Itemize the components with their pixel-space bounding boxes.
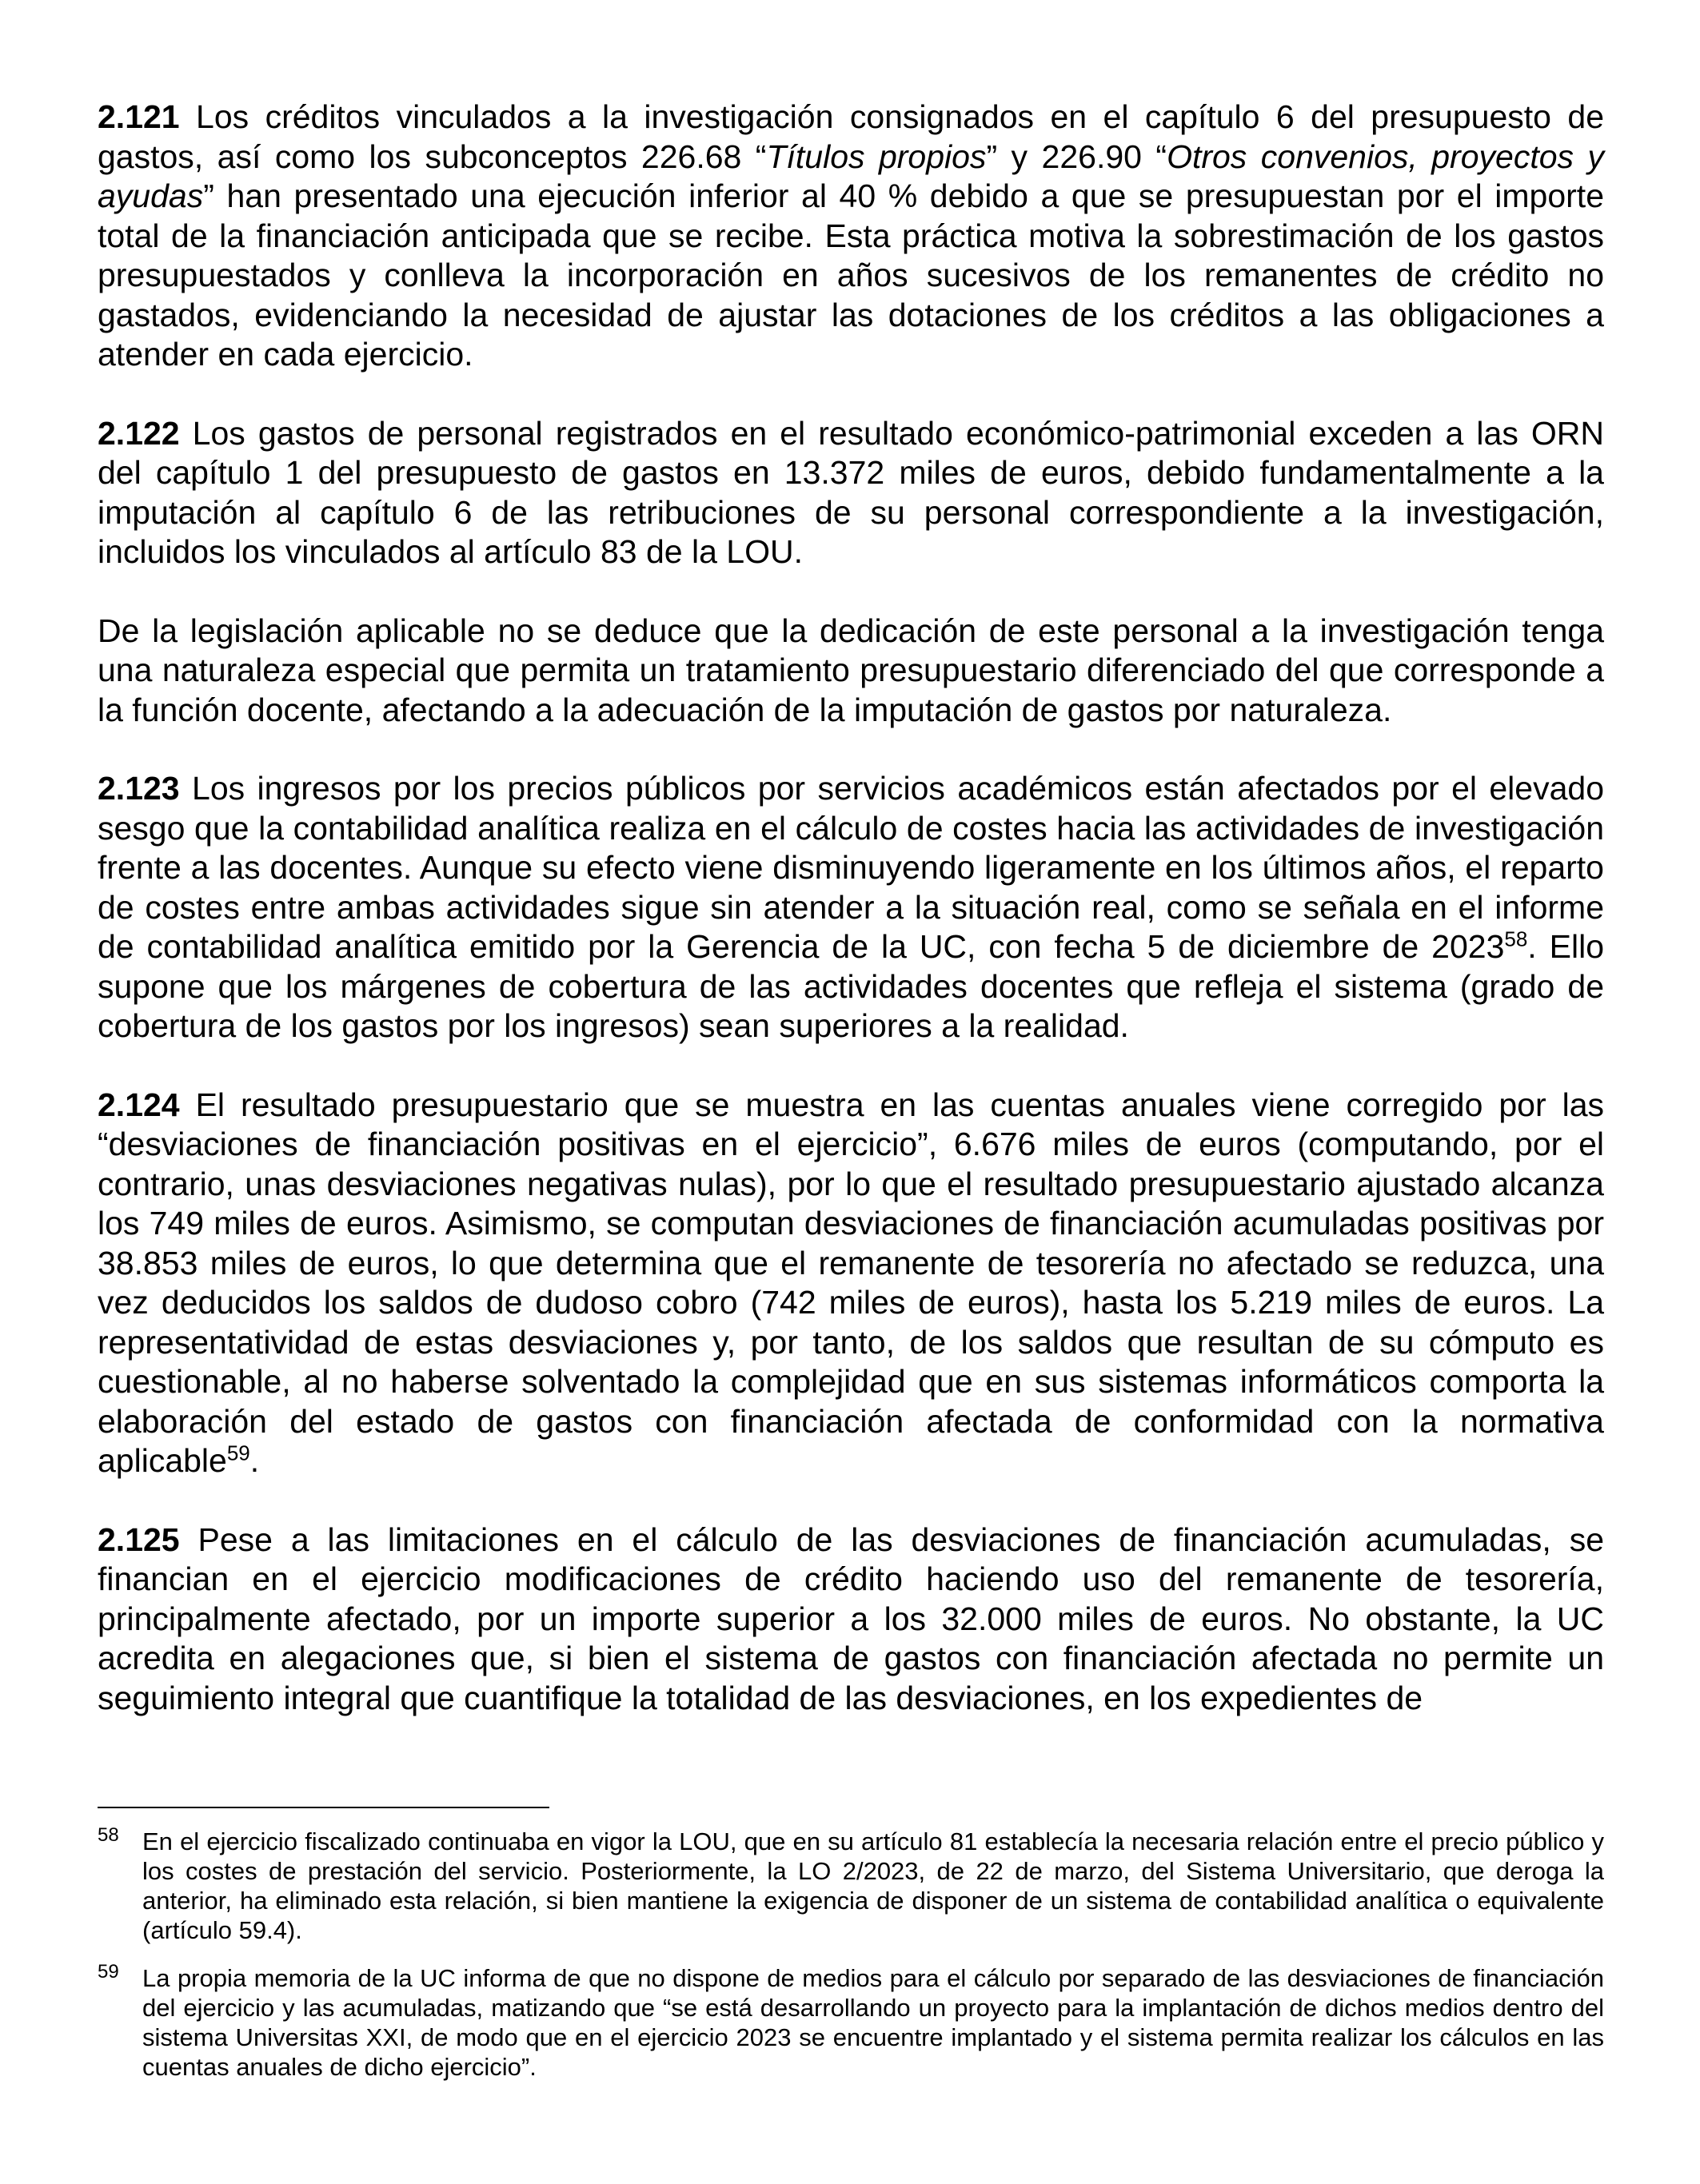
paragraph-2-124 [98, 1086, 1604, 1481]
footnotes [98, 1824, 1604, 2100]
footnote-ref-59[interactable]: 59 [226, 1441, 250, 1465]
paragraph-text: El resultado presupuestario que se muestra en las cuentas anuales viene corregido por las “desviaciones de financiación positivas en el ejercicio”, 6.676 miles de euros (computando, por el contrario, unas desviaciones negativas nulas), por lo que el resultado presupuestario ajustado alcanza los 749 miles de euros. Asimismo, se computan desviaciones de financiación acumuladas positivas por 38.853 miles de euros, lo que determina que el remanente de tesorería no afectado se reduzca, una vez deducidos los saldos de dudoso cobro (742 miles de euros), hasta los 5.219 miles de euros. La representatividad de estas desviaciones y, por tanto, de los saldos que resultan de su cómputo es cuestionable, al no haberse solventado la complejidad que en sus sistemas informáticos comporta la elaboración del estado de gastos con financiación afectada de conformidad con la normativa aplicable [98, 1086, 1604, 1479]
paragraph-text: ” han presentado una ejecución inferior al 40 % debido a que se presupuestan por el importe total de la financiación anticipada que se recibe. Esta práctica motiva la sobrestimación de los gastos presupuestados y conlleva la incorporación en años sucesivos de los remanentes de crédito no gastados, evidenciando la necesidad de ajustar las dotaciones de los créditos a las obligaciones a atender en cada ejercicio. [98, 177, 1604, 373]
footnote-divider [98, 1807, 549, 1808]
footnote-59 [98, 1963, 1604, 2082]
paragraph-number: 2.124 [98, 1086, 180, 1123]
body-text [98, 98, 1604, 1718]
footnote-ref-58[interactable]: 58 [1504, 927, 1528, 951]
paragraph-2-122 [98, 414, 1604, 572]
footnote-mark: 58 [98, 1824, 119, 1846]
paragraph-text-italic: Títulos propios [766, 137, 987, 175]
paragraph-number: 2.125 [98, 1520, 180, 1558]
paragraph-text-italic: Otros convenios, proyectos y ayudas [98, 137, 1604, 214]
paragraph-2-125 [98, 1520, 1604, 1719]
paragraph-text: Pese a las limitaciones en el cálculo de las desviaciones de financiación acumuladas, se financian en el ejercicio modificaciones de crédito haciendo uso del remanente de tesorería, principalmente afectado, por un importe superior a los 32.000 miles de euros. No obstante, la UC acredita en alegaciones que, si bien el sistema de gastos con financiación afectada no permite un seguimiento integral que cuantifique la totalidad de las desviaciones, en los expedientes de [98, 1520, 1604, 1716]
paragraph-number: 2.122 [98, 414, 180, 452]
footnote-58 [98, 1824, 1604, 1945]
paragraph-number: 2.121 [98, 98, 180, 135]
paragraph-text: De la legislación aplicable no se deduce que la dedicación de este personal a la investigación tenga una naturaleza especial que permita un tratamiento presupuestario diferenciado del que corresponde a la función docente, afectando a la adecuación de la imputación de gastos por naturaleza. [98, 612, 1604, 728]
paragraph-text: Los ingresos por los precios públicos por servicios académicos están afectados por el elevado sesgo que la contabilidad analítica realiza en el cálculo de costes hacia las actividades de investigación frente a las docentes. Aunque su efecto viene disminuyendo ligeramente en los últimos años, el reparto de costes entre ambas actividades sigue sin atender a la situación real, como se señala en el informe de contabilidad analítica emitido por la Gerencia de la UC, con fecha 5 de diciembre de 2023 [98, 770, 1604, 965]
paragraph-2-121 [98, 98, 1604, 375]
paragraph-text: . Ello supone que los márgenes de cobertura de las actividades docentes que refleja el sistema (grado de cobertura de los gastos por los ingresos) sean superiores a la realidad. [98, 928, 1604, 1044]
paragraph-2-122-cont [98, 612, 1604, 731]
paragraph-text: . [249, 1442, 260, 1479]
paragraph-text: Los créditos vinculados a la investigación consignados en el capítulo 6 del presupuesto de gastos, así como los subconceptos 226.68 “ [98, 98, 1604, 175]
paragraph-text: Los gastos de personal registrados en el resultado económico-patrimonial exceden a las ORN del capítulo 1 del presupuesto de gastos en 13.372 miles de euros, debido fundamentalmente a la imputación al capítulo 6 de las retribuciones de su personal correspondiente a la investigación, incluidos los vinculados al artículo 83 de la LOU. [98, 414, 1604, 570]
paragraph-text: ” y 226.90 “ [986, 137, 1167, 175]
footnote-text: En el ejercicio fiscalizado continuaba en vigor la LOU, que en su artículo 81 establecía la necesaria relación entre el precio público y los costes de prestación del servicio. Posteriormente, la LO 2/2023, de 22 de marzo, del Sistema Universitario, que deroga la anterior, ha eliminado esta relación, si bien mantiene la exigencia de disponer de un sistema de contabilidad analítica o equivalente (artículo 59.4). [142, 1827, 1604, 1944]
footnote-mark: 59 [98, 1961, 119, 1983]
footnote-text: La propia memoria de la UC informa de que no dispone de medios para el cálculo por separado de las desviaciones de financiación del ejercicio y las acumuladas, matizando que “se está desarrollando un proyecto para la implantación de dichos medios dentro del sistema Universitas XXI, de modo que en el ejercicio 2023 se encuentre implantado y el sistema permita realizar los cálculos en las cuentas anuales de dicho ejercicio”. [142, 1964, 1604, 2081]
paragraph-2-123 [98, 769, 1604, 1046]
paragraph-number: 2.123 [98, 770, 180, 807]
